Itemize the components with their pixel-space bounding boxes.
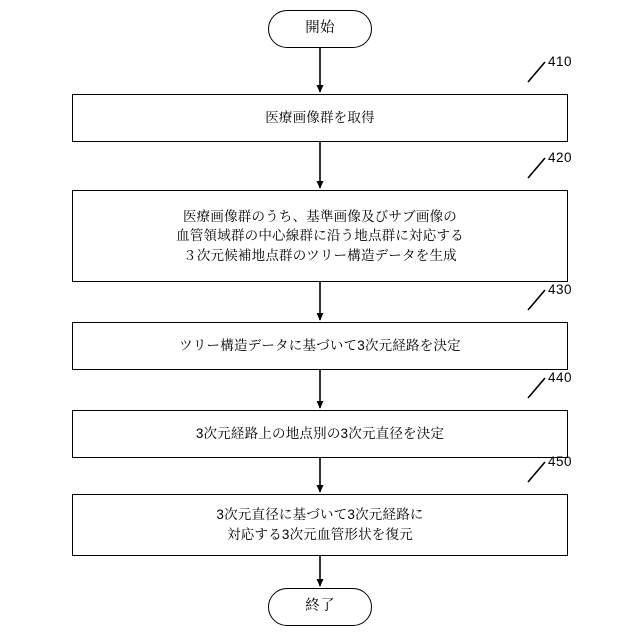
node-step-430-label: ツリー構造データに基づいて3次元経路を決定 xyxy=(179,338,461,354)
node-step-440-label: 3次元経路上の地点別の3次元直径を決定 xyxy=(195,426,445,442)
reference-numeral-430: 430 xyxy=(548,282,573,297)
node-start xyxy=(268,10,372,48)
node-step-440 xyxy=(72,410,568,458)
node-step-420 xyxy=(72,190,568,282)
node-end xyxy=(268,588,372,626)
node-step-410-label: 医療画像群を取得 xyxy=(265,110,375,126)
node-end-label: 終了 xyxy=(305,598,335,615)
node-start-label: 開始 xyxy=(305,20,335,37)
node-step-430 xyxy=(72,322,568,370)
node-step-450-label: 3次元直径に基づいて3次元経路に 対応する3次元血管形状を復元 xyxy=(216,507,424,542)
reference-numeral-440: 440 xyxy=(548,370,573,385)
reference-numeral-450: 450 xyxy=(548,454,573,469)
reference-numeral-420: 420 xyxy=(548,150,573,165)
leader-line-450 xyxy=(528,462,545,482)
leader-line-430 xyxy=(528,290,545,310)
leader-line-420 xyxy=(528,158,545,178)
leader-line-440 xyxy=(528,378,545,398)
reference-numeral-410: 410 xyxy=(548,54,573,69)
node-step-450 xyxy=(72,494,568,556)
leader-line-410 xyxy=(528,62,545,82)
node-step-420-label: 医療画像群のうち、基準画像及びサブ画像の 血管領域群の中心線群に沿う地点群に対応する ３次元候補地点群のツリー構造データを生成 xyxy=(176,208,464,263)
node-step-410 xyxy=(72,94,568,142)
